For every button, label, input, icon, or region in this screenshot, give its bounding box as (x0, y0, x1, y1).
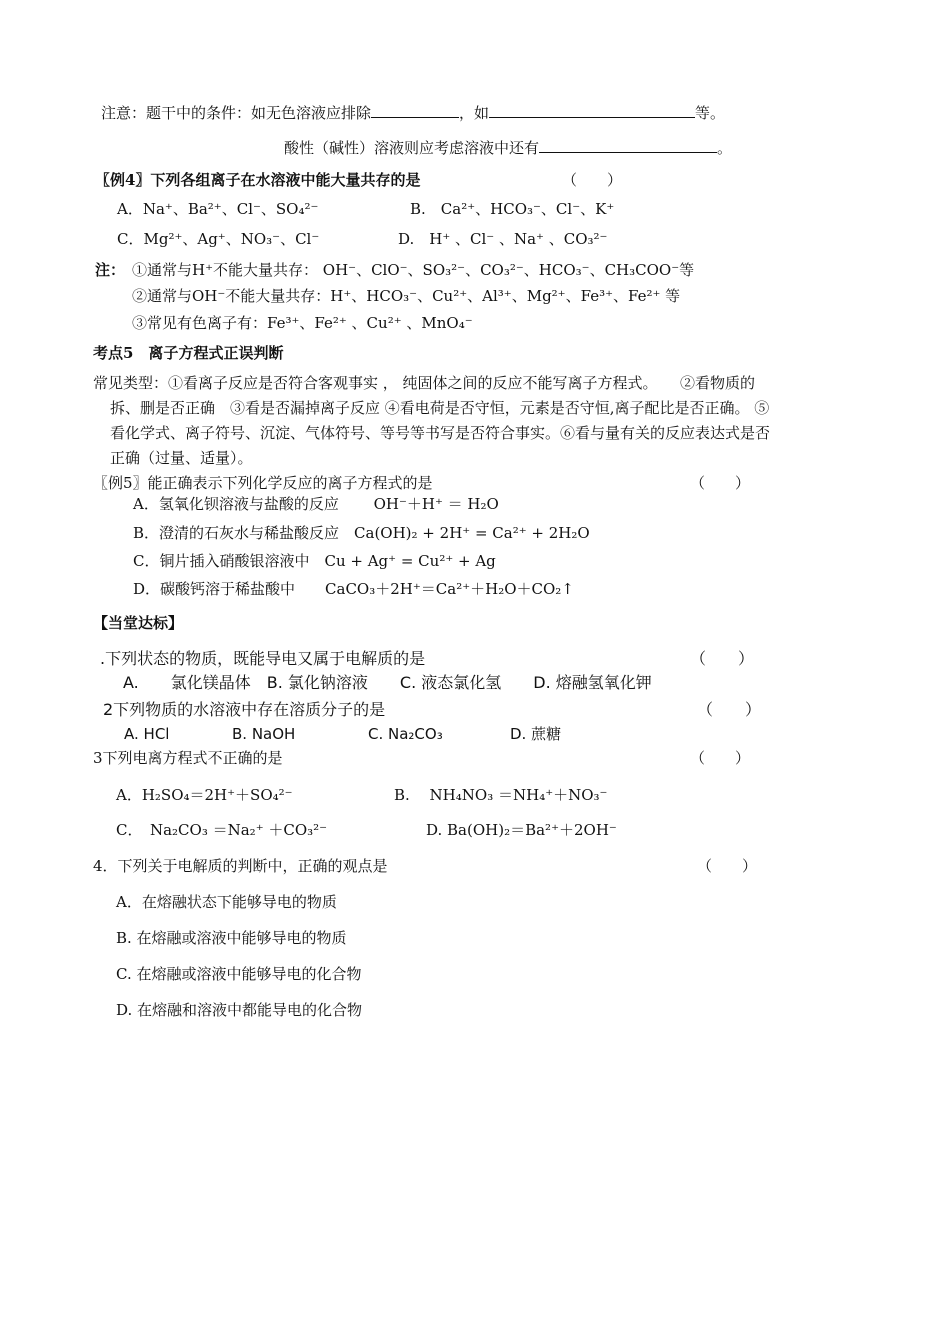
question-1-answer-paren[interactable]: （ ） (690, 649, 755, 668)
question-4-option-c: C. 在熔融或溶液中能够导电的化合物 (116, 965, 362, 983)
question-3-option-b: B. NH₄NO₃ ＝NH₄⁺＋NO₃⁻ (394, 786, 608, 804)
keypoint-5-para-2: 拆、删是否正确 ③看是否漏掉离子反应 ④看电荷是否守恒，元素是否守恒,离子配比是否正确。 ⑤ (110, 399, 770, 417)
question-4-option-a: A．在熔融状态下能够导电的物质 (116, 893, 337, 911)
example-5-title: 〖例5〗能正确表示下列化学反应的离子方程式的是 (93, 474, 433, 492)
question-1-options: A. 氯化镁晶体 B. 氯化钠溶液 C. 液态氯化氢 D. 熔融氢氧化钾 (123, 673, 652, 692)
tip-3: ③常见有色离子有：Fe³⁺、Fe²⁺ 、Cu²⁺ 、MnO₄⁻ (132, 314, 473, 332)
question-1: .下列状态的物质，既能导电又属于电解质的是 (100, 649, 426, 668)
question-3-answer-paren[interactable]: （ ） (690, 749, 751, 767)
question-4-answer-paren[interactable]: （ ） (697, 857, 758, 875)
example-4-option-c: C．Mg²⁺、Ag⁺、NO₃⁻、Cl⁻ (117, 230, 320, 248)
example-5-option-d: D．碳酸钙溶于稀盐酸中 CaCO₃＋2H⁺＝Ca²⁺＋H₂O＋CO₂↑ (133, 580, 574, 598)
blank-2[interactable] (489, 103, 695, 118)
example-5-option-c: C．铜片插入硝酸银溶液中 Cu + Ag⁺ = Cu²⁺ + Ag (133, 552, 496, 570)
tips-label: 注： (95, 261, 126, 279)
question-4-option-d: D. 在熔融和溶液中都能导电的化合物 (116, 1001, 363, 1019)
drill-title: 【当堂达标】 (93, 614, 184, 632)
question-2: 2下列物质的水溶液中存在溶质分子的是 (103, 700, 386, 719)
example-5-option-b: B．澄清的石灰水与稀盐酸反应 Ca(OH)₂ + 2H⁺ = Ca²⁺ + 2H₂O (133, 524, 590, 542)
question-3: 3下列电离方程式不正确的是 (93, 749, 283, 767)
note-text-2a: 酸性（碱性）溶液则应考虑溶液中还有 (284, 139, 540, 157)
question-2-answer-paren[interactable]: （ ） (697, 700, 762, 719)
tip-1: ①通常与H⁺不能大量共存： OH⁻、ClO⁻、SO₃²⁻、CO₃²⁻、HCO₃⁻、CH₃COO⁻等 (132, 261, 695, 279)
blank-3[interactable] (539, 138, 717, 153)
example-5-answer-paren[interactable]: （ ） (690, 474, 751, 492)
keypoint-5-para-4: 正确（过量、适量）。 (110, 449, 253, 467)
question-3-option-a: A．H₂SO₄＝2H⁺＋SO₄²⁻ (116, 786, 293, 804)
question-2-option-c: C. Na₂CO₃ (368, 725, 443, 743)
example-4-option-d: D. H⁺ 、Cl⁻ 、Na⁺ 、CO₃²⁻ (398, 230, 608, 248)
question-4-option-b: B. 在熔融或溶液中能够导电的物质 (116, 929, 347, 947)
note-text-2b: 。 (717, 139, 733, 157)
question-3-option-c: C． Na₂CO₃ ＝Na₂⁺ ＋CO₃²⁻ (116, 821, 328, 839)
example-4-option-b: B. Ca²⁺、HCO₃⁻、Cl⁻、K⁺ (410, 200, 615, 218)
question-2-option-d: D. 蔗糖 (510, 725, 562, 743)
example-4-option-a: A．Na⁺、Ba²⁺、Cl⁻、SO₄²⁻ (117, 200, 319, 218)
question-2-option-a: A. HCl (124, 725, 170, 743)
question-4: 4．下列关于电解质的判断中，正确的观点是 (93, 857, 388, 875)
note-text-1b: ，如 (459, 104, 490, 122)
note-text-1c: 等。 (695, 104, 726, 122)
keypoint-5-para-3: 看化学式、离子符号、沉淀、气体符号、等号等书写是否符合事实。⑥看与量有关的反应表达式是否 (110, 424, 771, 442)
keypoint-5-para-1: 常见类型：①看离子反应是否符合客观事实 ， 纯固体之间的反应不能写离子方程式。 ②看物质的 (93, 374, 756, 392)
note-line-1 (101, 103, 725, 123)
example-5-option-a: A．氢氧化钡溶液与盐酸的反应 OH⁻＋H⁺ ＝ H₂O (133, 495, 499, 513)
keypoint-5-title: 考点5 离子方程式正误判断 (93, 344, 284, 362)
note-text-1a: 注意：题干中的条件：如无色溶液应排除 (101, 104, 372, 122)
question-2-option-b: B. NaOH (232, 725, 296, 743)
note-line-2 (284, 138, 732, 158)
example-4-answer-paren[interactable]: （ ） (562, 171, 623, 189)
example-4-title: 〖例4〗下列各组离子在水溶液中能大量共存的是 (95, 171, 421, 189)
tip-2: ②通常与OH⁻不能大量共存：H⁺、HCO₃⁻、Cu²⁺、Al³⁺、Mg²⁺、Fe³⁺、Fe²⁺ 等 (132, 287, 681, 305)
blank-1[interactable] (371, 103, 459, 118)
question-3-option-d: D. Ba(OH)₂＝Ba²⁺＋2OH⁻ (426, 821, 617, 839)
